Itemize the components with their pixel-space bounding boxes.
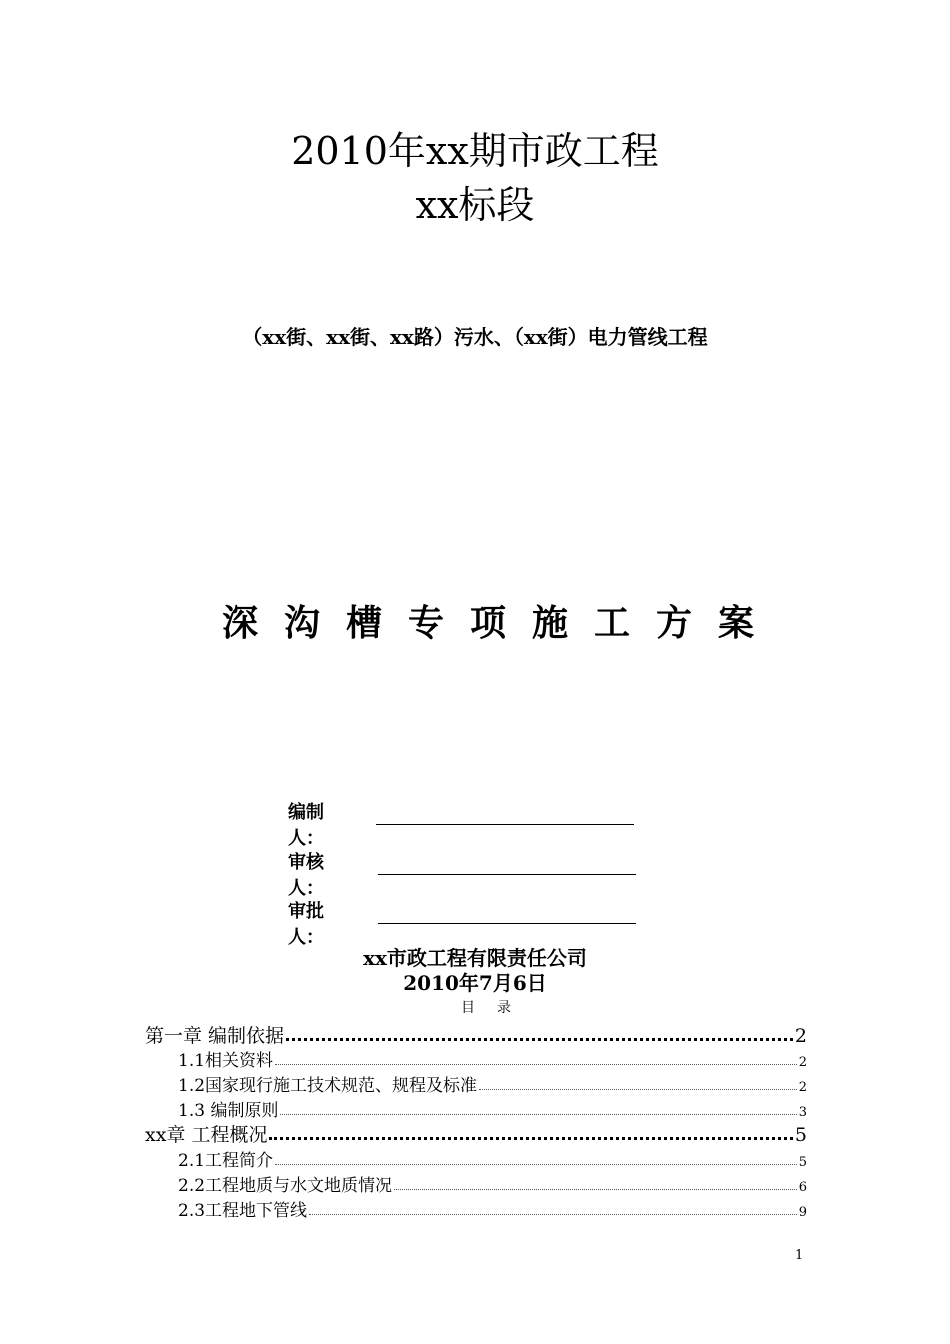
plan-heading: 深沟槽专项施工方案 xyxy=(221,602,780,644)
toc-leader xyxy=(394,1189,797,1190)
toc-entry[interactable] xyxy=(145,1021,807,1047)
signature-label: 编制人： xyxy=(288,802,324,849)
toc-entry-page: 5 xyxy=(794,1124,807,1146)
toc-leader xyxy=(479,1089,797,1090)
toc-entry-text: 2.2工程地质与水文地质情况 xyxy=(178,1176,393,1196)
signature-line xyxy=(378,874,636,875)
toc-entry[interactable] xyxy=(178,1171,807,1195)
toc-entry[interactable] xyxy=(178,1146,807,1170)
toc-entry[interactable] xyxy=(178,1196,807,1220)
toc-entry-text: 2.1工程简介 xyxy=(178,1151,274,1171)
toc-leader xyxy=(286,1038,793,1041)
toc-entry[interactable] xyxy=(145,1120,807,1146)
toc-leader xyxy=(280,1114,796,1115)
toc-entry-page: 3 xyxy=(798,1105,807,1120)
toc-entry-page: 6 xyxy=(798,1180,807,1195)
toc-entry-page: 5 xyxy=(798,1155,807,1170)
toc-entry-text: 第一章 编制依据 xyxy=(145,1025,285,1047)
toc-title: 目录 xyxy=(461,1000,533,1016)
toc-entry-page: 2 xyxy=(794,1025,807,1047)
signature-label: 审核人： xyxy=(288,852,324,899)
toc-leader xyxy=(275,1164,797,1165)
toc-leader xyxy=(269,1137,792,1140)
toc-entry-text: xx章 工程概况 xyxy=(145,1124,268,1146)
toc-entry-text: 1.1相关资料 xyxy=(178,1051,274,1071)
company-name: xx市政工程有限责任公司 xyxy=(363,946,587,970)
toc-entry-text: 1.3 编制原则 xyxy=(178,1101,279,1121)
document-date: 2010年7月6日 xyxy=(403,971,547,995)
document-title-line-2: xx标段 xyxy=(415,183,535,227)
toc-entry[interactable] xyxy=(178,1096,807,1120)
toc-entry-text: 1.2国家现行施工技术规范、规程及标准 xyxy=(178,1076,478,1096)
toc-entry-text: 2.3工程地下管线 xyxy=(178,1201,308,1221)
project-subtitle: （xx街、xx街、xx路）污水、（xx街）电力管线工程 xyxy=(242,325,708,349)
toc-leader xyxy=(309,1214,797,1215)
signature-line xyxy=(376,824,634,825)
toc-entry-page: 9 xyxy=(798,1205,807,1220)
toc-entry-page: 2 xyxy=(798,1055,807,1070)
toc-leader xyxy=(275,1064,797,1065)
signature-line xyxy=(378,923,636,924)
toc-entry[interactable] xyxy=(178,1071,807,1095)
toc-entry[interactable] xyxy=(178,1046,807,1070)
document-title-line-1: 2010年xx期市政工程 xyxy=(291,129,659,173)
page-number: 1 xyxy=(795,1248,804,1263)
toc-entry-page: 2 xyxy=(798,1080,807,1095)
signature-label: 审批人： xyxy=(288,901,324,948)
